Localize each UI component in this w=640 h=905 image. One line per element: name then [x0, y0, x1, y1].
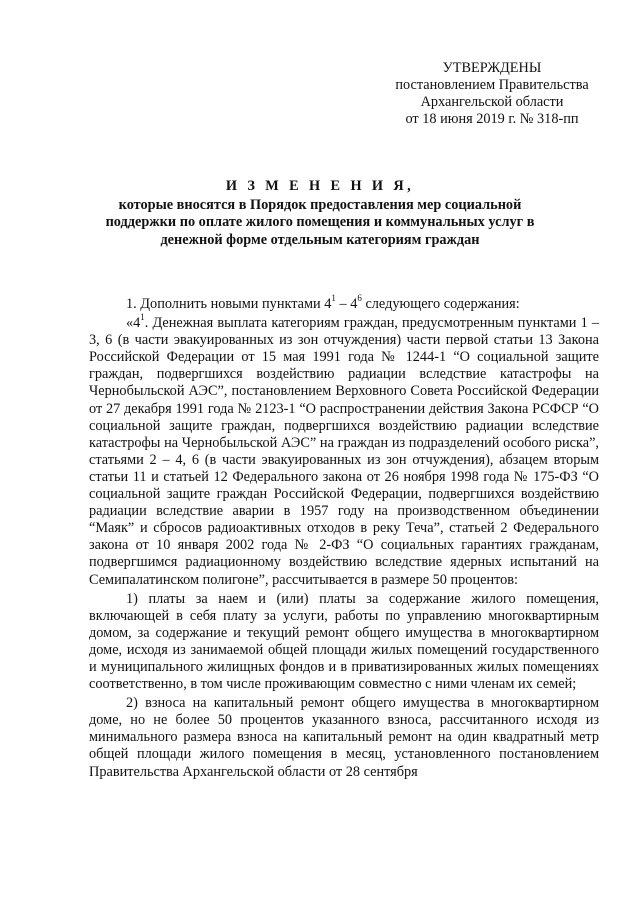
- document-body: [89, 293, 599, 781]
- approval-block: [372, 60, 612, 128]
- paragraph-4: 2) взноса на капитальный ремонт общего имущества в многоквартирном доме, но не более 50 процентов указанного взноса, рассчитанного исходя из минимального размера взноса на капитальный ремонт на один квадратный метр общей площади жилого помещения в месяц, установленного постановлением Правительства Архангельской области от 28 сентября: [89, 695, 599, 780]
- heading-title: И З М Е Н Е Н И Я,: [225, 178, 415, 194]
- approval-status: УТВЕРЖДЕНЫ: [442, 60, 542, 76]
- document-heading: [90, 178, 550, 249]
- paragraph-2-start: «4: [126, 315, 141, 332]
- paragraph-1-dash: – 4: [335, 296, 358, 312]
- paragraph-2: [89, 312, 599, 589]
- paragraph-1: [89, 293, 599, 313]
- approval-line-1: постановлением Правительства: [395, 77, 589, 93]
- paragraph-2-text: . Денежная выплата категориям граждан, предусмотренным пунктами 1 – 3, 6 (в части эвакуированных из зон отчуждения) части первой статьи 13 Закона Российской Федерации от 15 мая 1991 года № 1244-1 “О социальной защите граждан, подвергшихся воздействию радиации вследствие катастрофы на Чернобыльской АЭС”, постановлением Верховного Совета Российской Федерации от 27 декабря 1991 года № 2123-1 “О распространении действия Закона РСФСР “О социальной защите граждан, подвергшихся воздействию радиации вследствие катастрофы на Чернобыльской АЭС” на граждан из подразделений особого риска”, статьями 2 – 4, 6 (в части эвакуированных из зон отчуждения), абзацем вторым статьи 11 и статьей 12 Федерального закона от 26 ноября 1998 года № 175-ФЗ “О социальной защите граждан Российской Федерации, подвергшихся воздействию радиации вследствие аварии в 1957 году на производственном объединении “Маяк” и сбросов радиоактивных отходов в реку Теча”, статьей 2 Федерального закона от 10 января 2002 года № 2-ФЗ “О социальных гарантиях гражданам, подвергшимся радиационному воздействию вследствие ядерных испытаний на Семипалатинском полигоне”, рассчитывается в размере 50 процентов:: [89, 315, 599, 588]
- approval-line-3: от 18 июня 2019 г. № 318-пп: [405, 111, 579, 127]
- superscript: 1: [140, 312, 145, 323]
- superscript: 6: [357, 293, 362, 304]
- heading-subtitle: которые вносятся в Порядок предоставления мер социальной поддержки по оплате жилого помещения и коммунальных услуг в денежной форме отдельным категориям граждан: [105, 196, 535, 248]
- paragraph-1-end: следующего содержания:: [361, 296, 520, 312]
- paragraph-1-start: 1. Дополнить новыми пунктами 4: [126, 296, 332, 312]
- paragraph-3: 1) платы за наем и (или) платы за содержание жилого помещения, включающей в себя плату за услуги, работы по управлению многоквартирным домом, за содержание и текущий ремонт общего имущества в многоквартирном доме, исходя из занимаемой общей площади жилых помещений государственного и муниципального жилищных фондов и в приватизированных жилых помещениях соответственно, в том числе проживающим совместно с ними членам их семей;: [89, 590, 599, 693]
- superscript: 1: [331, 293, 336, 304]
- approval-line-2: Архангельской области: [420, 94, 564, 110]
